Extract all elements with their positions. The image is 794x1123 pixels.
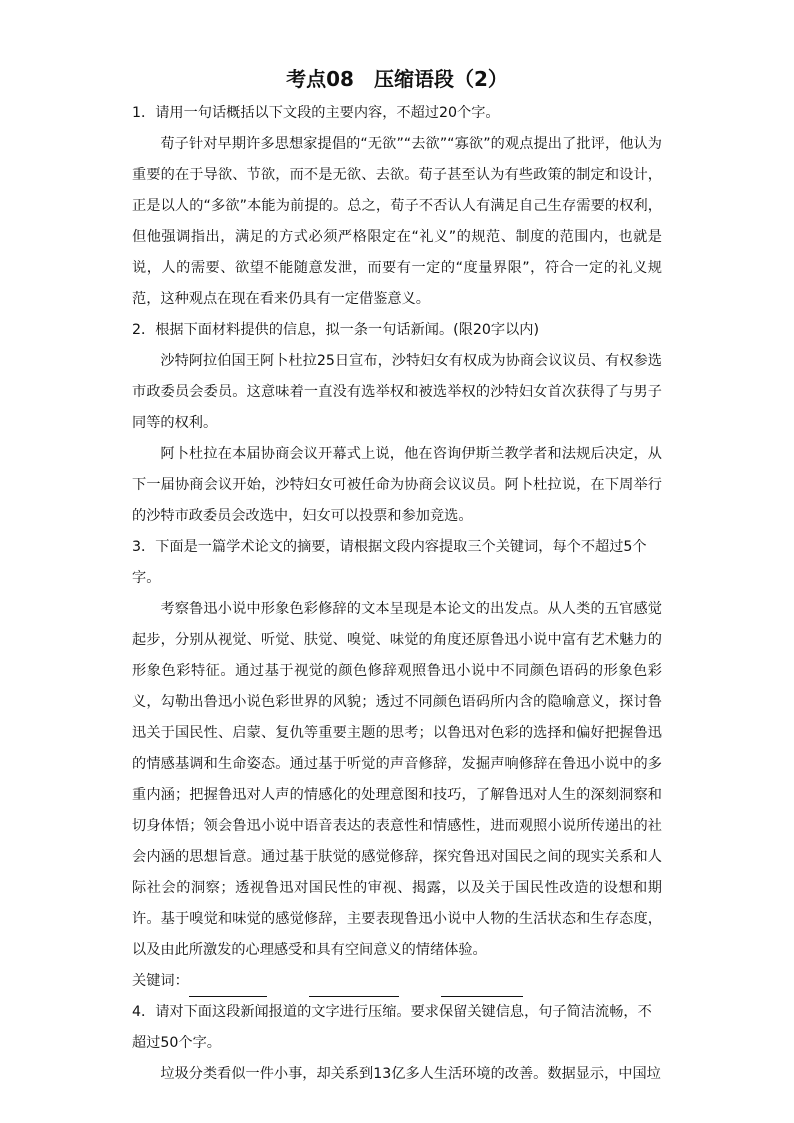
question-prompt: 1．请用一句话概括以下文段的主要内容，不超过20个字。 <box>132 105 500 121</box>
keyword-blank-3[interactable] <box>441 982 523 997</box>
passage-paragraph: 阿卜杜拉在本届协商会议开幕式上说，他在咨询伊斯兰教学者和法规后决定，从下一届协商会议开始，沙特妇女可被任命为协商会议议员。阿卜杜拉说，在下周举行的沙特市政委员会改选中，妇女可以投票和参加竞选。 <box>132 446 662 524</box>
question-prompt: 3．下面是一篇学术论文的摘要，请根据文段内容提取三个关键词，每个不超过5个字。 <box>132 539 647 586</box>
page-title: 考点08 压缩语段（2） <box>286 67 508 91</box>
passage-paragraph: 考察鲁迅小说中形象色彩修辞的文本呈现是本论文的出发点。从人类的五官感觉起步，分别从视觉、听觉、肤觉、嗅觉、味觉的角度还原鲁迅小说中富有艺术魅力的形象色彩特征。通过基于视觉的颜色修辞观照鲁迅小说中不同颜色语码的形象色彩义，勾勒出鲁迅小说色彩世界的风貌；透过不同颜色语码所内含的隐喻意义，探讨鲁迅关于国民性、启蒙、复仇等重要主题的思考；以鲁迅对色彩的选择和偏好把握鲁迅的情感基调和生命姿态。通过基于听觉的声音修辞，发掘声响修辞在鲁迅小说中的多重内涵；把握鲁迅对人声的情感化的处理意图和技巧，了解鲁迅对人生的深刻洞察和切身体悟；领会鲁迅小说中语音表达的表意性和情感性，进而观照小说所传递出的社会内涵的思想旨意。通过基于肤觉的感觉修辞，探究鲁迅对国民之间的现实关系和人际社会的洞察；透视鲁迅对国民性的审视、揭露，以及关于国民性改造的设想和期许。基于嗅觉和味觉的感觉修辞，主要表现鲁迅小说中人物的生活状态和生存态度，以及由此所激发的心理感受和具有空间意义的情绪体验。 <box>132 601 662 958</box>
keyword-label: 关键词： <box>132 973 189 989</box>
question-3 <box>132 532 662 997</box>
question-2 <box>132 315 662 532</box>
keyword-blank-2[interactable] <box>309 982 399 997</box>
question-prompt: 4．请对下面这段新闻报道的文字进行压缩。要求保留关键信息，句子简洁流畅，不超过50个字。 <box>132 1004 652 1051</box>
question-4 <box>132 997 662 1090</box>
keyword-blank-1[interactable] <box>189 982 267 997</box>
question-prompt: 2．根据下面材料提供的信息，拟一条一句话新闻。(限20字以内) <box>132 322 540 338</box>
question-1 <box>132 98 662 315</box>
passage-paragraph: 荀子针对早期许多思想家提倡的“无欲”“去欲”“寡欲”的观点提出了批评，他认为重要的在于导欲、节欲，而不是无欲、去欲。荀子甚至认为有些政策的制定和设计，正是以人的“多欲”本能为前提的。总之，荀子不否认人有满足自己生存需要的权利，但他强调指出，满足的方式必须严格限定在“礼义”的规范、制度的范围内，也就是说，人的需要、欲望不能随意发泄，而要有一定的“度量界限”，符合一定的礼义规范，这种观点在现在看来仍具有一定借鉴意义。 <box>132 136 662 307</box>
document-page <box>132 62 662 1090</box>
passage-paragraph: 沙特阿拉伯国王阿卜杜拉25日宣布，沙特妇女有权成为协商会议议员、有权参选市政委员会委员。这意味着一直没有选举权和被选举权的沙特妇女首次获得了与男子同等的权利。 <box>132 353 662 431</box>
passage-paragraph: 垃圾分类看似一件小事，却关系到13亿多人生活环境的改善。数据显示，中国垃 <box>160 1066 661 1082</box>
keyword-answer-line <box>132 966 662 997</box>
